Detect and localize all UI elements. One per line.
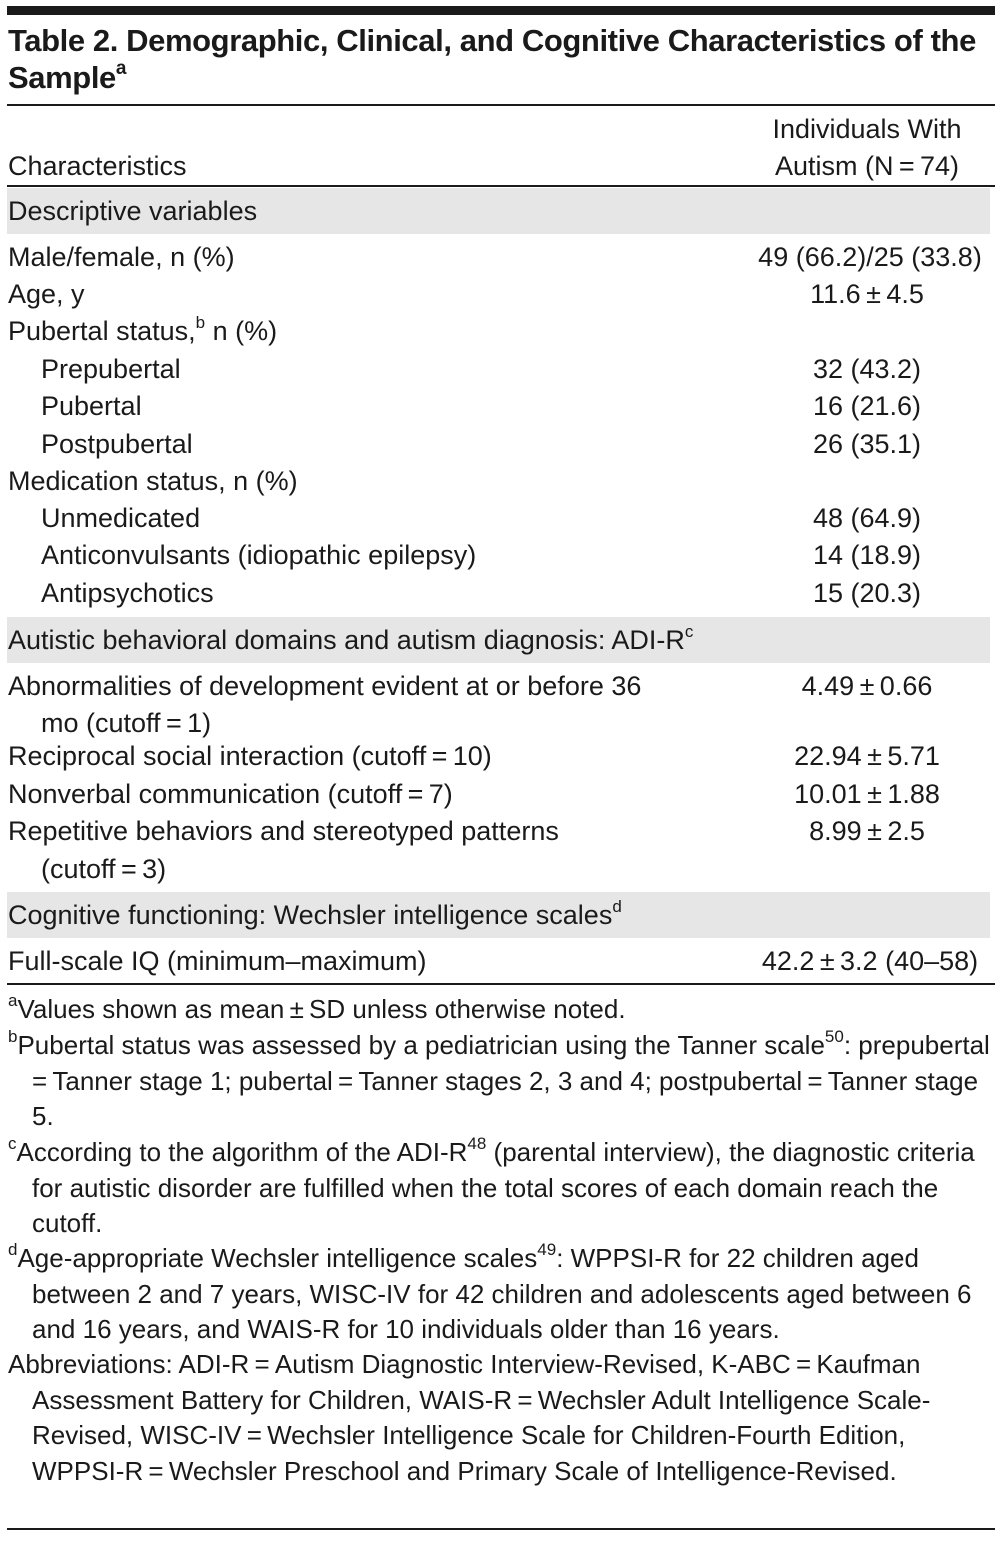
reference-number: 49 (537, 1240, 557, 1260)
footnote-abbreviations: Abbreviations: ADI-R = Autism Diagnostic Interview-Revised, K-ABC = Kaufman Assessment Battery for Children, WAIS-R = Wechsler Adult Intelligence Scale-Revised, WISC-IV = Wechsler Intelligence Scale for Children-Fourth Edition, WPPSI-R = Wechsler Preschool and Primary Scale of Intelligence-Revised. (8, 1349, 931, 1486)
row-label-suffix: n (%) (205, 316, 278, 346)
row-label-postpubertal: Postpubertal (41, 429, 193, 459)
row-value-postpubertal: 26 (35.1) (812, 429, 922, 459)
row-value-nonverbal-communication: 10.01 ± 1.88 (794, 779, 940, 809)
footnote-text: Values shown as mean ± SD unless otherwise noted. (17, 994, 626, 1024)
section-label: Cognitive functioning: Wechsler intelligence scales (8, 900, 613, 930)
footnote-mark: b (8, 1027, 18, 1047)
row-label-unmedicated: Unmedicated (41, 503, 201, 533)
title-footnote-mark: a (115, 57, 127, 79)
footnote-mark: a (8, 991, 18, 1011)
footnote-mark-c: c (684, 622, 694, 641)
row-label-repetitive-behaviors: Repetitive behaviors and stereotyped patterns (8, 816, 559, 846)
row-label-medication-status: Medication status, n (%) (8, 466, 298, 496)
footnote-a (8, 992, 998, 1028)
row-label-antipsychotics: Antipsychotics (41, 578, 214, 608)
row-value-abnormalities-development: 4.49 ± 0.66 (801, 671, 933, 701)
footnote-text-cont: (parental interview), the diagnostic criteria for autistic disorder are fulfilled when the total scores of each domain reach the cutoff. (32, 1137, 975, 1238)
row-value-repetitive-behaviors: 8.99 ± 2.5 (809, 816, 925, 846)
row-label-full-scale-iq: Full-scale IQ (minimum–maximum) (8, 946, 427, 976)
footnote-d (8, 1241, 998, 1348)
column-header-line-2: Autism (N = 74) (774, 151, 960, 181)
table-bottom-rule (7, 983, 995, 985)
row-label-pubertal: Pubertal (41, 391, 142, 421)
column-header-characteristics: Characteristics (8, 151, 187, 181)
row-value-antipsychotics: 15 (20.3) (812, 578, 922, 608)
row-value-full-scale-iq: 42.2 ± 3.2 (40–58) (761, 946, 979, 976)
column-header-autism-group (753, 111, 981, 185)
footnote-mark: d (8, 1240, 18, 1260)
row-value-reciprocal-social: 22.94 ± 5.71 (794, 741, 940, 771)
row-label-age: Age, y (8, 279, 85, 309)
footnote-mark: c (8, 1134, 17, 1154)
section-header-adi-r (7, 617, 990, 663)
row-value-prepubertal: 32 (43.2) (812, 354, 922, 384)
footnote-text: According to the algorithm of the ADI-R (16, 1137, 468, 1167)
title-text: Table 2. Demographic, Clinical, and Cognitive Characteristics of the Sample (8, 23, 976, 95)
footnote-text-cont: : WPPSI-R for 22 children aged between 2 and 7 years, WISC-IV for 42 children and adolescents aged between 6 and 16 years, and WAIS-R for 10 individuals older than 16 years. (32, 1243, 972, 1344)
table-title (8, 22, 994, 96)
row-value-anticonvulsants: 14 (18.9) (812, 540, 922, 570)
footnote-text: Age-appropriate Wechsler intelligence scales (17, 1243, 538, 1273)
row-value-pubertal: 16 (21.6) (812, 391, 922, 421)
row-label-repetitive-behaviors-cont: (cutoff = 3) (41, 854, 167, 884)
header-bottom-rule (7, 185, 995, 187)
row-value-age: 11.6 ± 4.5 (810, 279, 924, 309)
page-bottom-rule (7, 1528, 995, 1530)
header-top-rule (7, 104, 995, 106)
footnote-c (8, 1135, 998, 1242)
footnote-b (8, 1028, 998, 1135)
footnote-mark-b: b (195, 313, 206, 332)
footnote-text: Pubertal status was assessed by a pediatrician using the Tanner scale (17, 1030, 825, 1060)
row-label-prepubertal: Prepubertal (41, 354, 181, 384)
reference-number: 48 (467, 1134, 487, 1154)
row-label-anticonvulsants: Anticonvulsants (idiopathic epilepsy) (41, 540, 477, 570)
row-label-reciprocal-social: Reciprocal social interaction (cutoff = 10) (8, 741, 492, 771)
column-header-line-1: Individuals With (772, 114, 962, 144)
row-label-abnormalities-development-cont: mo (cutoff = 1) (41, 708, 212, 738)
row-value-unmedicated: 48 (64.9) (812, 503, 922, 533)
row-value-sex: 49 (66.2)/25 (33.8) (758, 242, 982, 272)
row-label-abnormalities-development: Abnormalities of development evident at or before 36 (8, 671, 642, 701)
row-label-nonverbal-communication: Nonverbal communication (cutoff = 7) (8, 779, 453, 809)
section-header-cognitive (7, 892, 990, 938)
row-label-sex: Male/female, n (%) (8, 242, 235, 272)
section-label: Descriptive variables (8, 196, 258, 226)
top-rule (7, 6, 995, 15)
row-label-pubertal-status (8, 313, 277, 350)
section-header-descriptive (7, 188, 990, 234)
footnote-text-cont: : prepubertal = Tanner stage 1; pubertal = Tanner stages 2, 3 and 4; postpubertal = Tanner stage 5. (32, 1030, 996, 1131)
reference-number: 50 (824, 1027, 844, 1047)
row-label-text: Pubertal status, (8, 316, 196, 346)
footnote-mark-d: d (612, 897, 622, 916)
section-label: Autistic behavioral domains and autism diagnosis: ADI-R (8, 625, 685, 655)
